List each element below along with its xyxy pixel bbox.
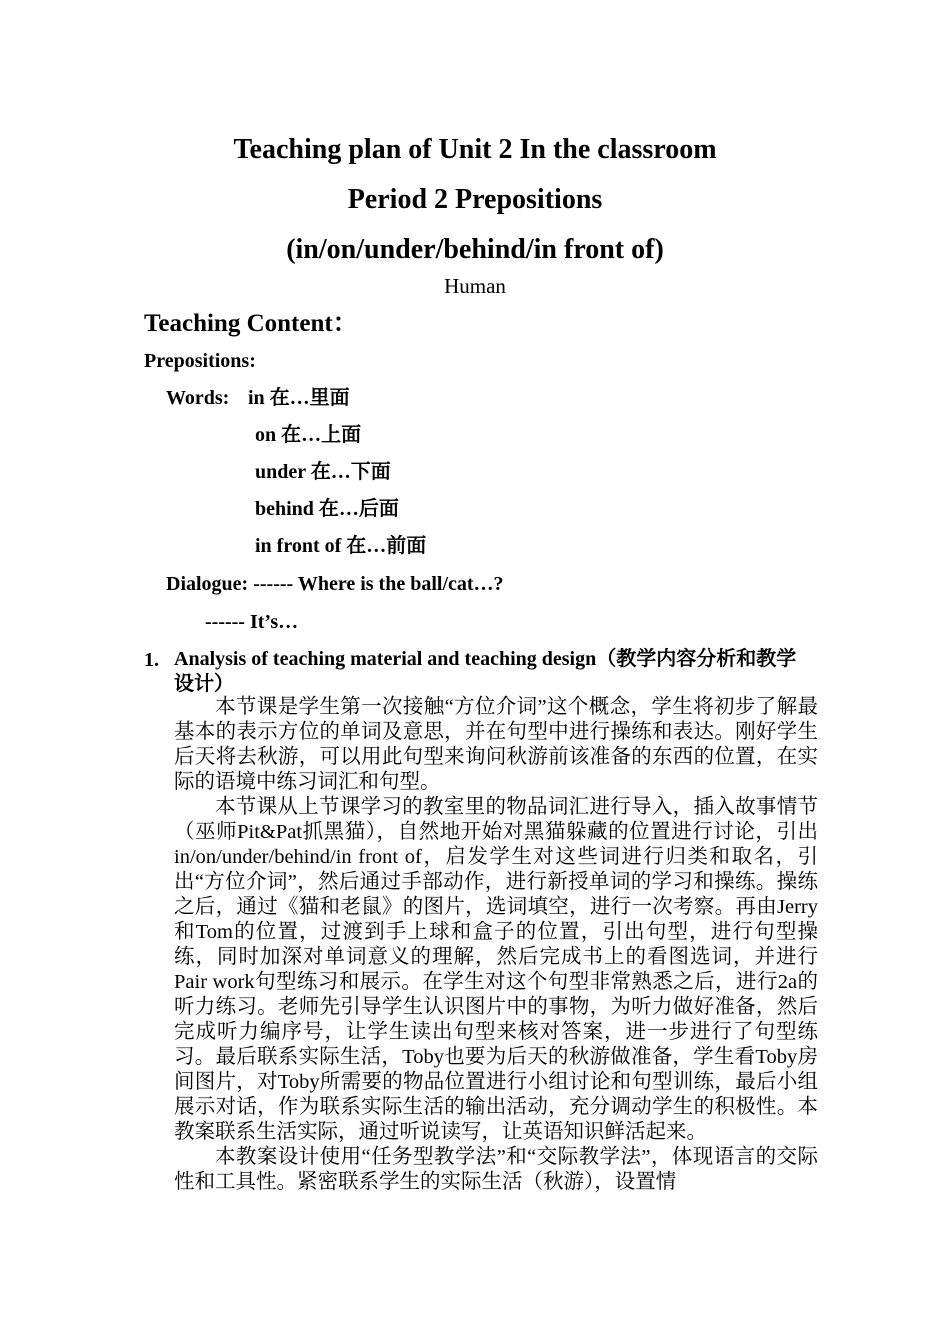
author-name: Human xyxy=(444,274,506,298)
word-item-in: in 在…里面 xyxy=(248,387,350,409)
prepositions-label: Prepositions: xyxy=(144,350,256,372)
word-item-on: on 在…上面 xyxy=(255,424,362,446)
word-item-in-front-of: in front of 在…前面 xyxy=(255,535,427,557)
section-body xyxy=(174,695,818,1195)
paragraph: 本教案设计使用“任务型教学法”和“交际教学法”，体现语言的交际性和工具性。紧密联系学生的实际生活（秋游），设置情 xyxy=(174,1146,818,1193)
section-heading: Analysis of teaching material and teaching design（教学内容分析和教学设计） xyxy=(174,648,797,695)
paragraph: 本节课从上节课学习的教室里的物品词汇进行导入，插入故事情节（巫师Pit&Pat抓黑猫），自然地开始对黑猫躲藏的位置进行讨论，引出in/on/under/behind/in front of，启发学生对这些词进行归类和取名，引出“方位介词”，然后通过手部动作，进行新授单词的学习和操练。操练之后，通过《猫和老鼠》的图片，选词填空，进行一次考察。再由Jerry和Tom的位置，过渡到手上球和盒子的位置，引出句型，进行句型操练，同时加深对单词意义的理解，然后完成书上的看图选词，并进行Pair work句型练习和展示。在学生对这个句型非常熟悉之后，进行2a的听力练习。老师先引导学生认识图片中的事物，为听力做好准备，然后完成听力编序号，让学生读出句型来核对答案，进一步进行了句型练习。最后联系实际生活，Toby也要为后天的秋游做准备，学生看Toby房间图片，对Toby所需要的物品位置进行小组讨论和句型训练，最后小组展示对话，作为联系实际生活的输出活动，充分调动学生的积极性。本教案联系生活实际，通过听说读写，让英语知识鲜活起来。 xyxy=(174,796,818,1143)
word-item-under: under 在…下面 xyxy=(255,461,391,483)
dialogue-question: Dialogue: ------ Where is the ball/cat…? xyxy=(166,573,504,595)
document-subtitle: Period 2 Prepositions xyxy=(347,184,603,215)
word-item-behind: behind 在…后面 xyxy=(255,498,399,520)
document-subtitle-prepositions: (in/on/under/behind/in front of) xyxy=(286,234,664,265)
paragraph: 本节课是学生第一次接触“方位介词”这个概念，学生将初步了解最基本的表示方位的单词及意思，并在句型中进行操练和表达。刚好学生后天将去秋游，可以用此句型来询问秋游前该准备的东西的位置，在实际的语境中练习词汇和句型。 xyxy=(174,696,818,793)
dialogue-answer: ------ It’s… xyxy=(205,611,299,633)
document-title: Teaching plan of Unit 2 In the classroom xyxy=(233,134,717,165)
words-label: Words: xyxy=(166,387,230,409)
teaching-content-heading: Teaching Content： xyxy=(144,310,358,337)
section-number: 1. xyxy=(144,649,159,671)
